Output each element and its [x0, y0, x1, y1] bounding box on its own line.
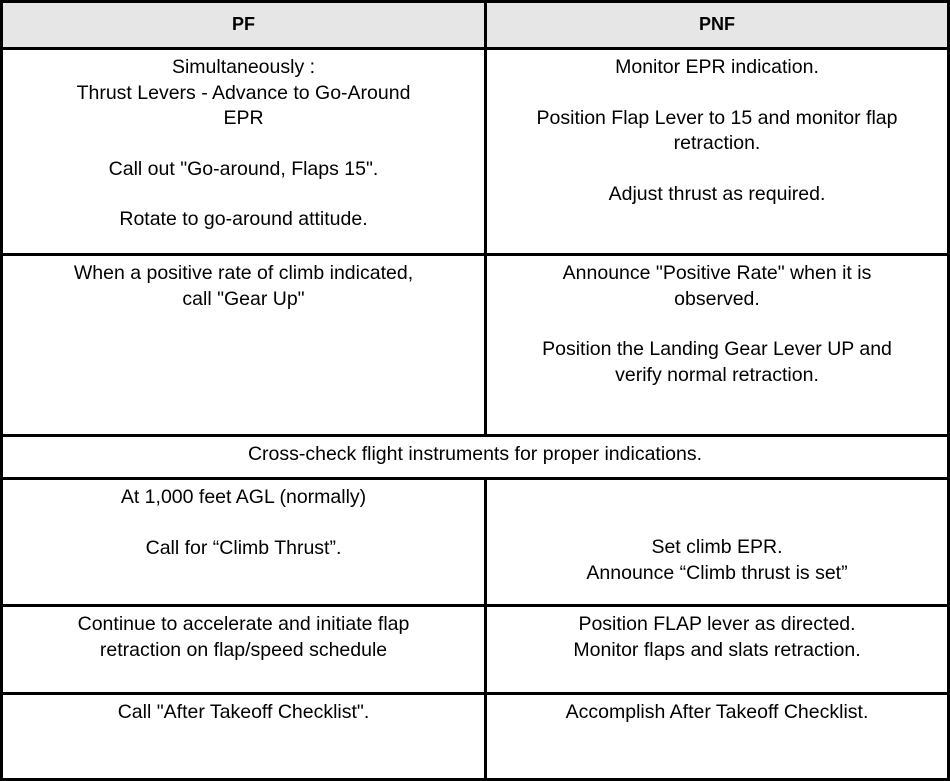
table-row — [3, 50, 947, 256]
cell-line: Set climb EPR. — [651, 536, 783, 558]
cell-line: Cross-check flight instruments for proper indications. — [247, 443, 703, 465]
table-row — [3, 437, 947, 480]
cell-line: Position FLAP lever as directed. — [578, 613, 856, 635]
cell-line: retraction on flap/speed schedule — [99, 638, 388, 661]
cell-line: call "Gear Up" — [182, 287, 305, 310]
pnf-cell — [487, 256, 947, 434]
cell-line: Thrust Levers - Advance to Go-Around — [76, 81, 411, 104]
cell-line: Call for “Climb Thrust”. — [145, 536, 342, 559]
cell-line: Adjust thrust as required. — [608, 182, 826, 205]
pf-cell — [3, 480, 487, 604]
cell-line: observed. — [674, 287, 760, 310]
pnf-cell — [487, 607, 947, 692]
cell-line: Accomplish After Takeoff Checklist. — [565, 701, 869, 723]
header-pf: PF — [3, 3, 487, 47]
cell-line: Monitor flaps and slats retraction. — [573, 638, 861, 661]
cell-line: When a positive rate of climb indicated, — [73, 262, 414, 284]
full-width-cell — [3, 437, 947, 477]
cell-line: retraction. — [673, 132, 761, 154]
pf-cell — [3, 607, 487, 692]
pnf-cell — [487, 695, 947, 778]
pf-cell — [3, 256, 487, 434]
cell-line: Monitor EPR indication. — [615, 56, 819, 78]
pf-cell — [3, 50, 487, 253]
cell-line: Continue to accelerate and initiate flap — [77, 613, 410, 635]
header-pnf: PNF — [699, 14, 735, 34]
header-row — [3, 3, 947, 50]
table-row — [3, 695, 947, 778]
cell-line: Announce "Positive Rate" when it is — [562, 262, 872, 284]
pnf-cell — [487, 480, 947, 604]
cell-line: Call out "Go-around, Flaps 15". — [108, 157, 379, 180]
cell-line: Position the Landing Gear Lever UP and — [542, 338, 892, 360]
pf-cell — [3, 695, 487, 778]
cell-line: verify normal retraction. — [615, 363, 819, 386]
cell-line: Simultaneously : — [171, 56, 316, 78]
cell-line: EPR — [223, 107, 264, 129]
cell-line: Position Flap Lever to 15 and monitor flap — [536, 106, 898, 129]
table-row — [3, 480, 947, 607]
table-row — [3, 256, 947, 437]
cell-line: At 1,000 feet AGL (normally) — [120, 486, 367, 508]
cell-line: Rotate to go-around attitude. — [119, 208, 368, 230]
cell-line: Call "After Takeoff Checklist". — [117, 701, 370, 723]
cell-line: Announce “Climb thrust is set” — [586, 561, 848, 584]
pnf-cell — [487, 50, 947, 253]
table-row — [3, 607, 947, 695]
